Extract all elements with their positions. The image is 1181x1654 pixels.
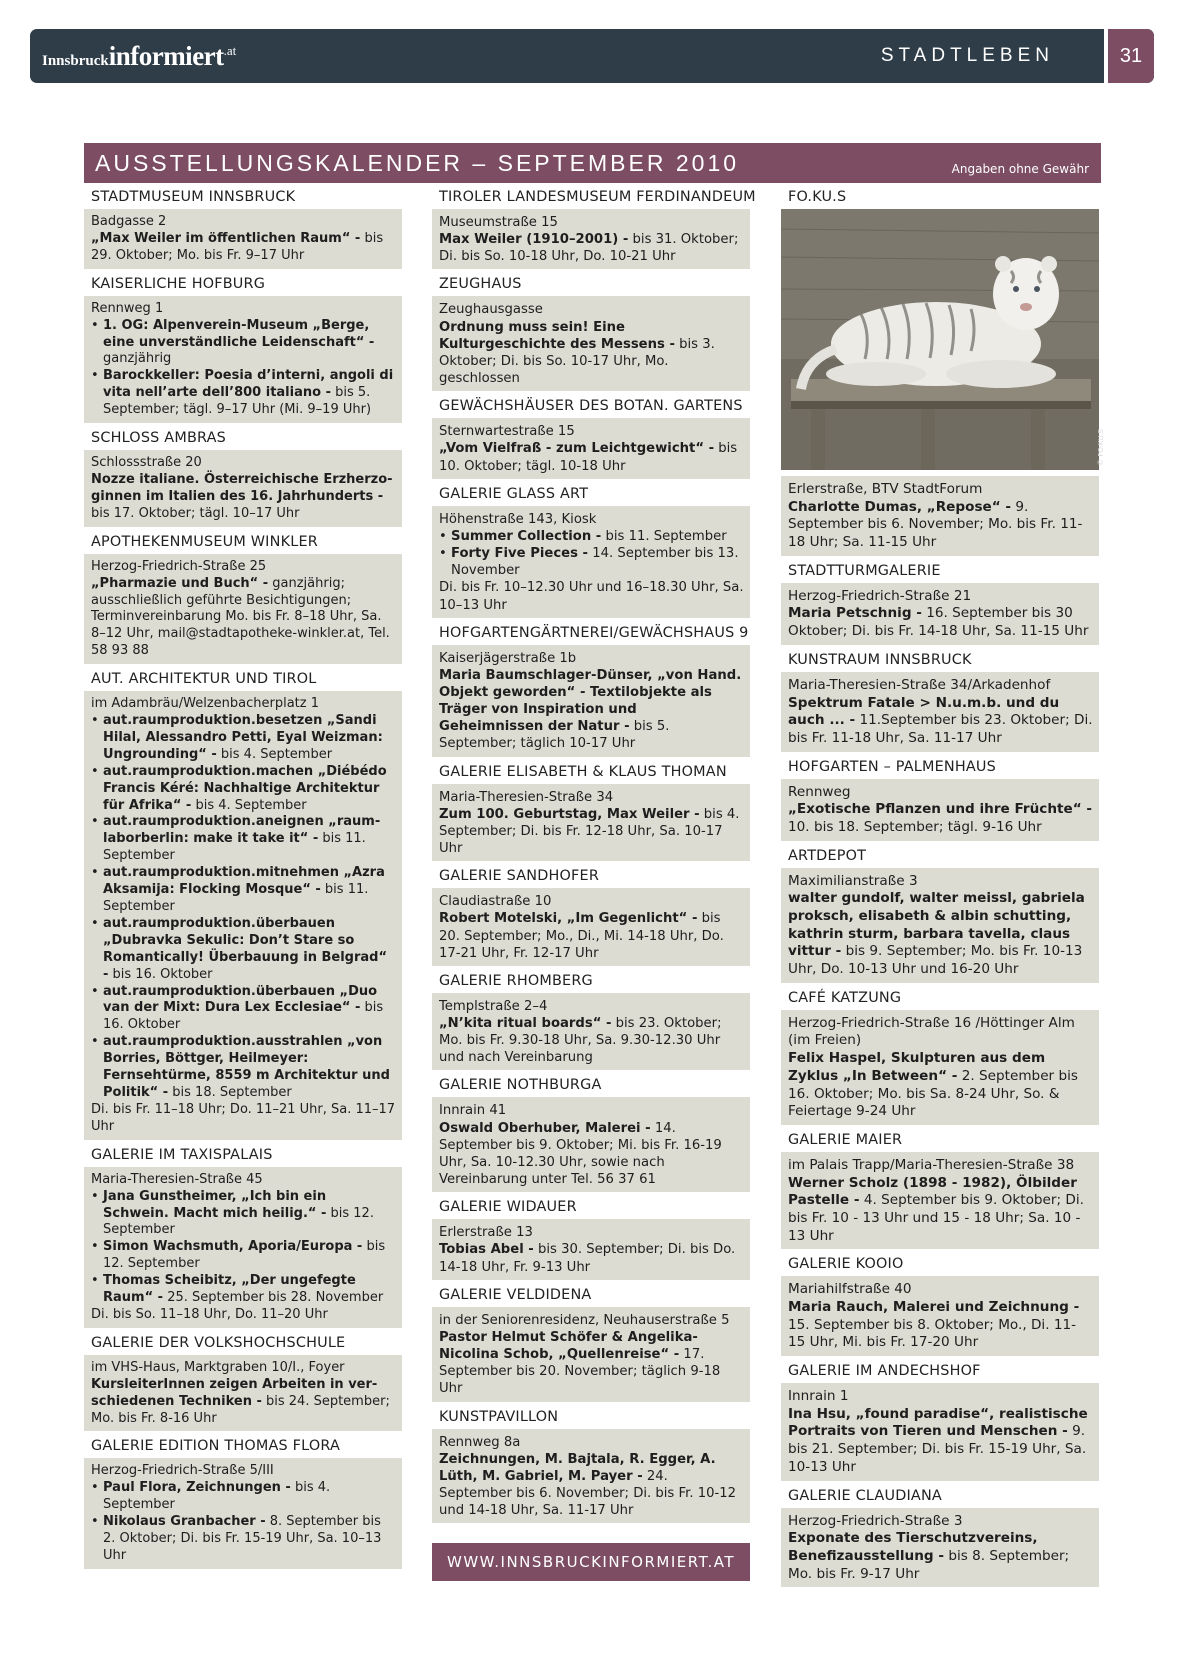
venue-entry (781, 1486, 1099, 1588)
venue-entry (432, 762, 750, 862)
venue-address: Rennweg 1 (91, 300, 164, 316)
exhibition-info: Nozze italiane. Österreichische Erzherzoginnen im Italien des 16. Jahrhunderts - bis 17. Oktober; tägl. 10–17 Uhr (91, 471, 393, 521)
venue-entry (432, 1285, 750, 1402)
venue-name: GALERIE WIDAUER (439, 1199, 577, 1216)
exhibition-title: aut.raumproduktion.besetzen „Sandi Hilal, Alessandro Petti, Eyal Weizman: Ungrounding“ - (103, 713, 383, 762)
venue-name: STADTTURMGALERIE (788, 562, 941, 579)
venue-entry (781, 988, 1099, 1125)
venue-entry (432, 396, 750, 478)
exhibition-title: KursleiterInnen zeigen Arbeiten in verschiedenen Techniken - (91, 1376, 378, 1409)
exhibition-title: Oswald Oberhuber, Malerei - (439, 1120, 651, 1136)
venue-name: SCHLOSS AMBRAS (91, 430, 227, 447)
venue-name: GALERIE IM ANDECHSHOF (788, 1363, 981, 1380)
venue-name: HOFGARTEN – PALMENHAUS (788, 758, 996, 775)
exhibition-info: Ordnung muss sein! Eine Kulturgeschichte des Messens - bis 3. Oktober; Di. bis So. 10-17 Uhr, Mo. geschlossen (439, 319, 715, 387)
exhibition-info: Charlotte Dumas, „Repose“ - 9. September bis 6. November; Mo. bis Fr. 11-18 Uhr; Sa. 11-15 Uhr (788, 498, 1083, 551)
venue-name: GALERIE NOTHBURGA (439, 1077, 602, 1094)
logo-small: Innsbruck (42, 53, 109, 69)
exhibition-info: „N’kita ritual boards“ - bis 23. Oktober; Mo. bis Fr. 9.30-18 Uhr, Sa. 9.30-12.30 Uhr und nach Vereinbarung (439, 1016, 722, 1066)
exhibition-title: Maria Petschnig - (788, 605, 922, 622)
exhibition-list-item: • aut.raumproduktion.aneignen „raumlaborberlin: make it take it“ - bis 11. September (91, 814, 396, 865)
venue-entry (432, 866, 750, 966)
exhibition-title: „Exotische Pflanzen und ihre Früchte“ - (788, 801, 1093, 818)
exhibition-title: aut.raumproduktion.überbauen „Duo van der Mixt: Dura Lex Ecclesiae“ - (103, 983, 378, 1016)
venue-name: KUNSTRAUM INNSBRUCK (788, 651, 972, 668)
exhibition-title: „Max Weiler im öffentlichen Raum“ - (91, 230, 361, 246)
venue-name: STADTMUSEUM INNSBRUCK (91, 189, 296, 205)
exhibition-info: Maria Baumschlager-Dünser, „von Hand. Objekt geworden“ - Textilobjekte als Träger von Inspiration und Geheimnissen der Natur - bis 5. September; täglich 10-17 Uhr (439, 667, 742, 752)
logo-at: .at (223, 43, 237, 58)
venue-details (781, 1508, 1099, 1588)
venue-address: Rennweg 8a (439, 1434, 521, 1450)
venue-name: HOFGARTENGÄRTNEREI/GEWÄCHSHAUS 9 (439, 624, 749, 641)
venue-details (781, 868, 1099, 983)
venue-address: Zeughausgasse (439, 302, 543, 318)
exhibition-title: Max Weiler (1910–2001) - (439, 232, 629, 248)
venue-address: Maria-Theresien-Straße 34/Arkadenhof (788, 676, 1051, 693)
venue-details (781, 583, 1099, 645)
exhibition-info: „Vom Vielfraß - zum Leichtgewicht“ - bis 10. Oktober; tägl. 10-18 Uhr (439, 441, 738, 474)
exhibition-list-item: • Simon Wachsmuth, Aporia/Europa - bis 12. September (91, 1239, 396, 1273)
exhibition-title: Exponate des Tierschutzvereins, Benefizausstellung - (788, 1530, 1038, 1564)
venue-details (781, 672, 1099, 752)
exhibition-title: Werner Scholz (1898 - 1982), Ölbilder Pastelle - (788, 1174, 1077, 1209)
exhibition-title: „Vom Vielfraß - zum Leichtgewicht“ - (439, 441, 715, 457)
venue-details (84, 1167, 402, 1328)
exhibition-list-item: • Summer Collection - bis 11. September (439, 528, 744, 545)
venue-address: Maria-Theresien-Straße 45 (91, 1171, 263, 1187)
calendar-banner (84, 143, 1101, 183)
exhibition-title: Maria Baumschlager-Dünser, „von Hand. Objekt geworden“ - Textilobjekte als Träger von Inspiration und Geheimnissen der Natur - (439, 667, 742, 735)
venue-address: Kaiserjägerstraße 1b (439, 650, 577, 666)
exhibition-title: Nikolaus Granbacher - (103, 1514, 266, 1530)
venue-details (781, 476, 1099, 556)
exhibition-info: walter gundolf, walter meissl, gabriela proksch, elisabeth & albin schutting, kathrin sturm, barbara tavella, claus vittur - bis 9. September; Mo. bis Fr. 10-13 Uhr, Do. 10-13 Uhr und 16-20 Uhr (788, 890, 1085, 978)
exhibition-info: Robert Motelski, „Im Gegenlicht“ - bis 20. September; Mo., Di., Mi. 14-18 Uhr, Do. 17-21 Uhr, Fr. 12-17 Uhr (439, 911, 724, 961)
venue-name: GALERIE RHOMBERG (439, 972, 593, 989)
venue-entry (781, 1361, 1099, 1480)
exhibition-title: „N’kita ritual boards“ - (439, 1016, 612, 1031)
venue-name: GALERIE EDITION THOMAS FLORA (91, 1438, 341, 1455)
venue-address: Templstraße 2–4 (439, 998, 548, 1014)
exhibition-title: aut.raumproduktion.mitnehmen „Azra Aksamija: Flocking Mosque“ - (103, 865, 385, 898)
tiger-image (781, 209, 1099, 470)
venue-details (432, 506, 750, 618)
venue-address: Rennweg (788, 783, 851, 800)
venue-name: GALERIE SANDHOFER (439, 868, 600, 885)
venue-details (432, 1429, 750, 1524)
photo-credit: © FO.KU.S (1097, 429, 1105, 466)
website-link[interactable]: WWW.INNSBRUCKINFORMIERT.AT (432, 1543, 750, 1581)
venue-entry (84, 1436, 402, 1568)
column-2 (432, 187, 756, 1528)
exhibition-list-item: • aut.raumproduktion.überbauen „Dubravka Sekulic: Don’t Stare so Romantically! Überbauung in Belgrad“ - bis 16. Oktober (91, 916, 396, 984)
exhibition-info: Ina Hsu, „found paradise“, realistische Portraits von Tieren und Menschen - 9. bis 21. September; Di. bis Fr. 15-19 Uhr, Sa. 10-13 Uhr (788, 1405, 1088, 1475)
venue-details (781, 1152, 1099, 1249)
venue-address: Herzog-Friedrich-Straße 16 /Höttinger Alm (im Freien) (788, 1014, 1075, 1049)
exhibition-list-item: • aut.raumproduktion.besetzen „Sandi Hilal, Alessandro Petti, Eyal Weizman: Ungrounding“ - bis 4. September (91, 713, 396, 764)
logo[interactable] (42, 41, 236, 72)
exhibition-list-item: • aut.raumproduktion.ausstrahlen „von Borries, Böttger, Heilmeyer: Fernsehtürme, 8559 m Architektur und Politik“ - bis 18. September (91, 1034, 396, 1102)
venue-name: GEWÄCHSHÄUSER DES BOTAN. GARTENS (439, 398, 743, 415)
exhibition-title: Ordnung muss sein! Eine Kulturgeschichte des Messens - (439, 319, 675, 352)
venue-details (432, 296, 750, 391)
venue-details (84, 1355, 402, 1432)
exhibition-info: Pastor Helmut Schöfer & Angelika-Nicolina Schob, „Quellenreise“ - 17. September bis 20. November; täglich 9-18 Uhr (439, 1329, 721, 1397)
exhibition-title: aut.raumproduktion.aneignen „raumlaborberlin: make it take it“ - (103, 814, 381, 847)
exhibition-info: Exponate des Tierschutzvereins, Benefizausstellung - bis 8. September; Mo. bis Fr. 9-17 Uhr (788, 1530, 1070, 1582)
exhibition-list-item: • Forty Five Pieces - 14. September bis 13. November (439, 545, 744, 579)
exhibition-title: „Pharmazie und Buch“ - (91, 575, 269, 591)
disclaimer-note: Angaben ohne Gewähr (951, 162, 1089, 176)
venue-entry (781, 757, 1099, 841)
exhibition-title: Summer Collection - (451, 528, 602, 544)
venue-name: GALERIE IM TAXISPALAIS (91, 1146, 273, 1163)
exhibition-title: Tobias Abel - (439, 1242, 534, 1258)
exhibition-title: Jana Gunstheimer, „Ich bin ein Schwein. Macht mich heilig.“ - (103, 1188, 327, 1221)
venue-entry (84, 187, 402, 269)
venue-entry (84, 1333, 402, 1432)
exhibition-list-item: • Barockkeller: Poesia d’interni, angoli di vita nell’arte dell’800 italiano - bis 5. September; tägl. 9–17 Uhr (Mi. 9–19 Uhr) (91, 368, 396, 419)
venue-address: Claudiastraße 10 (439, 894, 552, 910)
venue-details (84, 1458, 402, 1568)
venue-details (781, 1383, 1099, 1480)
venue-entry (84, 274, 402, 423)
venue-details (84, 296, 402, 423)
exhibition-info: Maria Rauch, Malerei und Zeichnung - 15. September bis 8. Oktober; Mo., Di. 11-15 Uhr, Mi. bis Fr. 17-20 Uhr (788, 1299, 1080, 1351)
exhibition-title: Zum 100. Geburtstag, Max Weiler - (439, 806, 700, 822)
venue-address: Erlerstraße, BTV StadtForum (788, 481, 983, 497)
venue-address: Herzog-Friedrich-Straße 3 (788, 1512, 963, 1529)
venue-entry (781, 561, 1099, 645)
venue-address: Schlossstraße 20 (91, 455, 202, 471)
exhibition-info: • aut.raumproduktion.besetzen „Sandi Hilal, Alessandro Petti, Eyal Weizman: Ungrounding“ - bis 4. September • aut.raumproduktion.machen „Diébédo Francis Kéré: Nachhaltige Architektur für Afrika“ - bis 4. September • aut.raumproduktion.aneignen „raumlaborberlin: make it take it“ - bis 11. September • aut.raumproduktion.mitnehmen „Azra Aksamija: Flocking Mosque“ - bis 11. September • aut.raumproduktion.überbauen „Dubravka Sekulic: Don’t Stare so Romantically! Überbauung in Belgrad“ - bis 16. Oktober • aut.raumproduktion.überbauen „Duo van der Mixt: Dura Lex Ecclesiae“ - bis 16. Oktober • aut.raumproduktion.ausstrahlen „von Borries, Böttger, Heilmeyer: Fernsehtürme, 8559 m Architektur und Politik“ - bis 18. September Di. bis Fr. 11–18 Uhr; Do. 11–21 Uhr, Sa. 11–17 Uhr (91, 713, 396, 1134)
exhibition-list-item: • 1. OG: Alpenverein-Museum „Berge, eine unverständliche Leidenschaft“ - ganzjährig (91, 318, 396, 369)
venue-name: ARTDEPOT (788, 847, 867, 864)
venue-entry (781, 1130, 1099, 1249)
exhibition-title: Felix Haspel, Skulpturen aus dem Zyklus „In Between“ - (788, 1050, 1046, 1084)
venue-details (432, 1219, 750, 1279)
venue-name: AUT. ARCHITEKTUR UND TIROL (91, 671, 317, 688)
venue-details (84, 554, 402, 664)
venue-entry (432, 187, 756, 269)
calendar-title: AUSSTELLUNGSKALENDER – SEPTEMBER 2010 (95, 150, 740, 176)
column-3 (781, 187, 1105, 1592)
venue-details (84, 450, 402, 527)
exhibition-title: Barockkeller: Poesia d’interni, angoli di vita nell’arte dell’800 italiano - (103, 368, 394, 401)
venue-entry (84, 428, 402, 527)
exhibition-info: „Exotische Pflanzen und ihre Früchte“ - 10. bis 18. September; tägl. 9-16 Uhr (788, 801, 1093, 835)
venue-address: in der Seniorenresidenz, Neuhauserstraße 5 (439, 1312, 730, 1328)
venue-name: KAISERLICHE HOFBURG (91, 275, 266, 292)
venue-details (781, 1010, 1099, 1125)
venue-entry (84, 1145, 402, 1328)
venue-address: Erlerstraße 13 (439, 1225, 533, 1241)
venue-entry (432, 484, 750, 618)
venue-address: Maximilianstraße 3 (788, 872, 918, 889)
exhibition-title: Simon Wachsmuth, Aporia/Europa - (103, 1239, 363, 1255)
venue-name: APOTHEKENMUSEUM WINKLER (91, 533, 318, 550)
venue-name: GALERIE ELISABETH & KLAUS THOMAN (439, 763, 727, 780)
venue-details (432, 645, 750, 757)
venue-address: Herzog-Friedrich-Straße 5/III (91, 1463, 274, 1479)
venue-name: TIROLER LANDESMUSEUM FERDINANDEUM (439, 189, 756, 205)
exhibition-info: „Max Weiler im öffentlichen Raum“ - bis 29. Oktober; Mo. bis Fr. 9–17 Uhr (91, 230, 384, 263)
venue-name: GALERIE DER VOLKSHOCHSCHULE (91, 1334, 346, 1351)
venue-details (432, 888, 750, 966)
exhibition-title: Pastor Helmut Schöfer & Angelika-Nicolina Schob, „Quellenreise“ - (439, 1329, 698, 1363)
column-1 (84, 187, 402, 1574)
venue-name: GALERIE MAIER (788, 1131, 903, 1148)
exhibition-title: walter gundolf, walter meissl, gabriela proksch, elisabeth & albin schutting, kathrin sturm, barbara tavella, claus vittur - (788, 890, 1085, 960)
venue-entry (432, 623, 750, 757)
exhibition-info (91, 318, 396, 419)
exhibition-title: aut.raumproduktion.überbauen „Dubravka Sekulic: Don’t Stare so Romantically! Überbauung in Belgrad“ - (103, 915, 388, 982)
venue-entry (84, 532, 402, 664)
venue-entry (84, 669, 402, 1140)
exhibition-info: Max Weiler (1910–2001) - bis 31. Oktober; Di. bis So. 10-18 Uhr, Do. 10-21 Uhr (439, 232, 739, 265)
page-number: 31 (1108, 29, 1154, 83)
venue-details (84, 209, 402, 269)
exhibition-title: 1. OG: Alpenverein-Museum „Berge, eine unverständliche Leidenschaft“ - (103, 317, 375, 350)
exhibition-photo (781, 209, 1105, 470)
venue-address: Höhenstraße 143, Kiosk (439, 511, 597, 527)
venue-address: Mariahilfstraße 40 (788, 1281, 912, 1298)
exhibition-info: Oswald Oberhuber, Malerei - 14. September bis 9. Oktober; Mi. bis Fr. 16-19 Uhr, Sa. 10-12.30 Uhr, sowie nach Vereinbarung unter Tel. 56 37 61 (439, 1120, 722, 1188)
logo-big: informiert (108, 41, 224, 71)
exhibition-title: Forty Five Pieces - (451, 546, 588, 562)
exhibition-list-item: • Nikolaus Granbacher - 8. September bis 2. Oktober; Di. bis Fr. 15-19 Uhr, Sa. 10–13 Uhr (91, 1514, 396, 1565)
venue-address: Sternwartestraße 15 (439, 424, 575, 440)
venue-details (781, 779, 1099, 841)
venue-details (432, 418, 750, 478)
venue-address: Innrain 1 (788, 1388, 849, 1405)
venue-address: Museumstraße 15 (439, 215, 558, 230)
venue-entry (781, 650, 1099, 752)
venue-entry (432, 971, 750, 1071)
venue-name: FO.KU.S (788, 189, 847, 205)
exhibition-info: „Pharmazie und Buch“ - ganzjährig; ausschließlich geführte Besichtigungen; Terminvereinbarung Mo. bis Fr. 8–18 Uhr, Sa. 8–12 Uhr, mail@stadtapotheke-winkler.at, Tel. 58 93 88 (91, 575, 390, 659)
venue-entry (781, 187, 1105, 556)
venue-entry (432, 274, 750, 391)
exhibition-list-item: • aut.raumproduktion.überbauen „Duo van der Mixt: Dura Lex Ecclesiae“ - bis 16. Oktober (91, 984, 396, 1035)
exhibition-info: Werner Scholz (1898 - 1982), Ölbilder Pastelle - 4. September bis 9. Oktober; Di. bis Fr. 10 - 13 Uhr und 15 - 18 Uhr; Sa. 10 - 13 Uhr (788, 1174, 1084, 1244)
exhibition-list-item: • Thomas Scheibitz, „Der ungefegte Raum“ - 25. September bis 28. November (91, 1273, 396, 1307)
venue-name: GALERIE KOOIO (788, 1256, 904, 1273)
exhibition-title: Charlotte Dumas, „Repose“ - (788, 498, 1012, 515)
exhibition-title: Nozze italiane. Österreichische Erzherzoginnen im Italien des 16. Jahrhunderts - (91, 471, 393, 504)
venue-details (432, 1097, 750, 1192)
exhibition-list-item: • Jana Gunstheimer, „Ich bin ein Schwein. Macht mich heilig.“ - bis 12. September (91, 1189, 396, 1240)
exhibition-title: Ina Hsu, „found paradise“, realistische Portraits von Tieren und Menschen - (788, 1405, 1088, 1440)
venue-details (84, 691, 402, 1140)
section-title: STADTLEBEN (880, 45, 1054, 66)
venue-address: im VHS-Haus, Marktgraben 10/I., Foyer (91, 1359, 345, 1375)
venue-address: Badgasse 2 (91, 214, 167, 229)
venue-details (781, 1276, 1099, 1356)
exhibition-title: Thomas Scheibitz, „Der ungefegte Raum“ - (103, 1273, 356, 1306)
venue-address: im Palais Trapp/Maria-Theresien-Straße 38 (788, 1156, 1075, 1173)
exhibition-info: Zeichnungen, M. Bajtala, R. Egger, A. Lüth, M. Gabriel, M. Payer - 24. September bis 6. November; Di. bis Fr. 10-12 und 14-18 Uhr, Sa. 11-17 Uhr (439, 1451, 737, 1519)
exhibition-title: Spektrum Fatale > N.u.m.b. und du auch ... - (788, 694, 1060, 729)
exhibition-info (91, 1480, 396, 1565)
exhibition-title: Zeichnungen, M. Bajtala, R. Egger, A. Lüth, M. Gabriel, M. Payer - (439, 1451, 716, 1484)
venue-entry (432, 1407, 750, 1524)
venue-details (432, 993, 750, 1071)
venue-name: GALERIE GLASS ART (439, 485, 589, 502)
venue-entry (781, 1254, 1099, 1356)
exhibition-title: Robert Motelski, „Im Gegenlicht“ - (439, 911, 698, 927)
venue-address: Innrain 41 (439, 1103, 507, 1119)
venue-address: Herzog-Friedrich-Straße 21 (788, 587, 972, 604)
venue-details (432, 209, 750, 269)
venue-name: ZEUGHAUS (439, 276, 522, 293)
exhibition-info: Spektrum Fatale > N.u.m.b. und du auch ... - 11.September bis 23. Oktober; Di. bis Fr. 11-18 Uhr, Sa. 11-17 Uhr (788, 694, 1093, 746)
exhibition-title: aut.raumproduktion.machen „Diébédo Francis Kéré: Nachhaltige Architektur für Afrika“ - (103, 763, 387, 813)
venue-details (432, 784, 750, 862)
exhibition-info: Zum 100. Geburtstag, Max Weiler - bis 4. September; Di. bis Fr. 12-18 Uhr, Sa. 10-17 Uhr (439, 806, 740, 857)
exhibition-info: • Summer Collection - bis 11. September • Forty Five Pieces - 14. September bis 13. November Di. bis Fr. 10–12.30 Uhr und 16–18.30 Uhr, Sa. 10–13 Uhr (439, 528, 744, 613)
venue-address: Maria-Theresien-Straße 34 (439, 789, 614, 805)
venue-entry (432, 1075, 750, 1192)
exhibition-list-item: • aut.raumproduktion.machen „Diébédo Francis Kéré: Nachhaltige Architektur für Afrika“ - bis 4. September (91, 764, 396, 815)
exhibition-title: Maria Rauch, Malerei und Zeichnung - (788, 1299, 1080, 1315)
exhibition-title: Paul Flora, Zeichnungen - (103, 1480, 291, 1496)
exhibition-list-item: • Paul Flora, Zeichnungen - bis 4. September (91, 1480, 396, 1514)
exhibition-info: Felix Haspel, Skulpturen aus dem Zyklus „In Between“ - 2. September bis 16. Oktober; Mo. bis Sa. 8-24 Uhr, So. & Feiertage 9-24 Uhr (788, 1050, 1078, 1120)
venue-entry (781, 846, 1099, 983)
venue-address: Herzog-Friedrich-Straße 25 (91, 558, 267, 574)
exhibition-info: Tobias Abel - bis 30. September; Di. bis Do. 14-18 Uhr, Fr. 9-13 Uhr (439, 1242, 736, 1275)
venue-name: GALERIE VELDIDENA (439, 1286, 592, 1303)
exhibition-list-item: • aut.raumproduktion.mitnehmen „Azra Aksamija: Flocking Mosque“ - bis 11. September (91, 865, 396, 916)
venue-details (432, 1307, 750, 1402)
venue-name: CAFÉ KATZUNG (788, 989, 902, 1006)
venue-entry (432, 1197, 750, 1279)
venue-name: KUNSTPAVILLON (439, 1408, 559, 1425)
exhibition-info: Maria Petschnig - 16. September bis 30 Oktober; Di. bis Fr. 14-18 Uhr, Sa. 11-15 Uhr (788, 605, 1089, 640)
venue-address: im Adambräu/Welzenbacherplatz 1 (91, 696, 320, 712)
venue-name: GALERIE CLAUDIANA (788, 1487, 942, 1504)
header-bar (30, 29, 1154, 83)
exhibition-title: aut.raumproduktion.ausstrahlen „von Borries, Böttger, Heilmeyer: Fernsehtürme, 8559 m Architektur und Politik“ - (103, 1034, 390, 1100)
exhibition-info: KursleiterInnen zeigen Arbeiten in verschiedenen Techniken - bis 24. September; Mo. bis Fr. 8-16 Uhr (91, 1376, 390, 1426)
exhibition-info: • Jana Gunstheimer, „Ich bin ein Schwein. Macht mich heilig.“ - bis 12. September • Simon Wachsmuth, Aporia/Europa - bis 12. September • Thomas Scheibitz, „Der ungefegte Raum“ - 25. September bis 28. November Di. bis So. 11–18 Uhr, Do. 11–20 Uhr (91, 1189, 396, 1322)
